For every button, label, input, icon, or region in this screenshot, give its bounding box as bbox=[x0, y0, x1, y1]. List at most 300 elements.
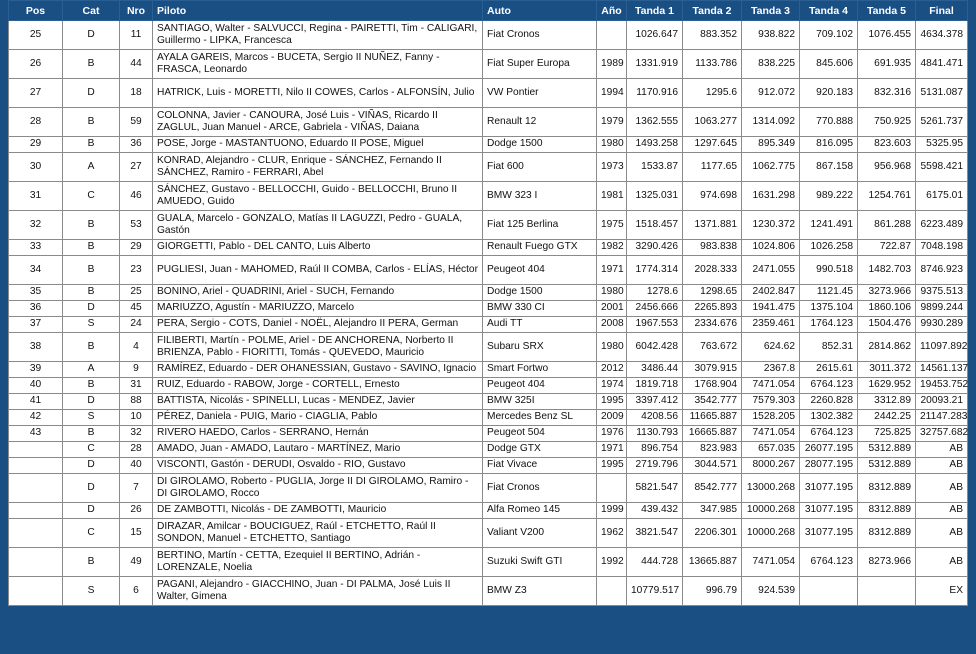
cell-tanda1: 4208.56 bbox=[627, 410, 683, 426]
cell-cat: B bbox=[63, 240, 120, 256]
cell-tanda4: 31077.195 bbox=[800, 519, 858, 548]
cell-pos: 36 bbox=[9, 301, 63, 317]
cell-pos bbox=[9, 458, 63, 474]
cell-pos bbox=[9, 474, 63, 503]
cell-nro: 88 bbox=[120, 394, 153, 410]
cell-nro: 15 bbox=[120, 519, 153, 548]
cell-pos bbox=[9, 442, 63, 458]
cell-tanda4: 1026.258 bbox=[800, 240, 858, 256]
cell-cat: D bbox=[63, 503, 120, 519]
cell-tanda2: 11665.887 bbox=[683, 410, 742, 426]
cell-tanda1: 3821.547 bbox=[627, 519, 683, 548]
cell-cat: D bbox=[63, 394, 120, 410]
cell-nro: 31 bbox=[120, 378, 153, 394]
table-row bbox=[9, 442, 968, 458]
cell-auto: Suzuki Swift GTI bbox=[483, 548, 597, 577]
cell-tanda2: 1063.277 bbox=[683, 108, 742, 137]
cell-tanda4: 28077.195 bbox=[800, 458, 858, 474]
cell-tanda2: 2334.676 bbox=[683, 317, 742, 333]
cell-pos bbox=[9, 519, 63, 548]
cell-piloto: BONINO, Ariel - QUADRINI, Ariel - SUCH, Fernando bbox=[153, 285, 483, 301]
cell-piloto: RUIZ, Eduardo - RABOW, Jorge - CORTELL, Ernesto bbox=[153, 378, 483, 394]
cell-tanda5: 750.925 bbox=[858, 108, 916, 137]
cell-cat: D bbox=[63, 458, 120, 474]
cell-nro: 7 bbox=[120, 474, 153, 503]
cell-tanda3: 912.072 bbox=[742, 79, 800, 108]
cell-tanda3: 1024.806 bbox=[742, 240, 800, 256]
cell-tanda2: 1295.6 bbox=[683, 79, 742, 108]
cell-tanda3: 1230.372 bbox=[742, 211, 800, 240]
cell-anio: 1989 bbox=[597, 50, 627, 79]
col-header-tanda1: Tanda 1 bbox=[627, 1, 683, 21]
col-header-tanda2: Tanda 2 bbox=[683, 1, 742, 21]
cell-tanda3: 7579.303 bbox=[742, 394, 800, 410]
cell-cat: B bbox=[63, 211, 120, 240]
cell-piloto: KONRAD, Alejandro - CLUR, Enrique - SÁNCHEZ, Fernando II SÁNCHEZ, Ramiro - FERRARI, Abel bbox=[153, 153, 483, 182]
cell-anio: 1995 bbox=[597, 458, 627, 474]
col-header-tanda3: Tanda 3 bbox=[742, 1, 800, 21]
cell-piloto: PUGLIESI, Juan - MAHOMED, Raúl II COMBA, Carlos - ELÍAS, Héctor bbox=[153, 256, 483, 285]
cell-final: 11097.892 bbox=[916, 333, 968, 362]
cell-cat: B bbox=[63, 285, 120, 301]
cell-cat: S bbox=[63, 317, 120, 333]
cell-tanda1: 444.728 bbox=[627, 548, 683, 577]
cell-pos: 26 bbox=[9, 50, 63, 79]
table-header bbox=[9, 1, 968, 21]
cell-pos: 30 bbox=[9, 153, 63, 182]
cell-tanda5: 956.968 bbox=[858, 153, 916, 182]
cell-pos: 29 bbox=[9, 137, 63, 153]
cell-tanda1: 1130.793 bbox=[627, 426, 683, 442]
cell-auto: BMW Z3 bbox=[483, 577, 597, 606]
cell-piloto: POSE, Jorge - MASTANTUONO, Eduardo II POSE, Miguel bbox=[153, 137, 483, 153]
cell-anio: 1962 bbox=[597, 519, 627, 548]
cell-tanda1: 3397.412 bbox=[627, 394, 683, 410]
cell-tanda5: 5312.889 bbox=[858, 442, 916, 458]
cell-tanda5: 2814.862 bbox=[858, 333, 916, 362]
cell-anio: 1994 bbox=[597, 79, 627, 108]
col-header-auto: Auto bbox=[483, 1, 597, 21]
cell-tanda3: 938.822 bbox=[742, 21, 800, 50]
cell-pos: 27 bbox=[9, 79, 63, 108]
cell-auto: BMW 325I bbox=[483, 394, 597, 410]
col-header-nro: Nro bbox=[120, 1, 153, 21]
results-table bbox=[8, 0, 968, 606]
cell-tanda3: 2359.461 bbox=[742, 317, 800, 333]
cell-final: 4841.471 bbox=[916, 50, 968, 79]
cell-tanda5: 1254.761 bbox=[858, 182, 916, 211]
cell-auto: Fiat Super Europa bbox=[483, 50, 597, 79]
cell-final: 20093.21 bbox=[916, 394, 968, 410]
cell-pos: 42 bbox=[9, 410, 63, 426]
cell-anio: 1992 bbox=[597, 548, 627, 577]
cell-pos bbox=[9, 548, 63, 577]
cell-anio: 1975 bbox=[597, 211, 627, 240]
cell-tanda2: 983.838 bbox=[683, 240, 742, 256]
cell-pos: 40 bbox=[9, 378, 63, 394]
cell-final: 9899.244 bbox=[916, 301, 968, 317]
cell-cat: B bbox=[63, 108, 120, 137]
cell-tanda2: 1177.65 bbox=[683, 153, 742, 182]
cell-tanda1: 1026.647 bbox=[627, 21, 683, 50]
cell-tanda5: 8312.889 bbox=[858, 503, 916, 519]
cell-piloto: GIORGETTI, Pablo - DEL CANTO, Luis Alberto bbox=[153, 240, 483, 256]
cell-cat: D bbox=[63, 21, 120, 50]
cell-final: EX bbox=[916, 577, 968, 606]
header-row bbox=[9, 1, 968, 21]
cell-pos: 25 bbox=[9, 21, 63, 50]
cell-piloto: DI GIROLAMO, Roberto - PUGLIA, Jorge II DI GIROLAMO, Ramiro - DI GIROLAMO, Rocco bbox=[153, 474, 483, 503]
cell-tanda3: 838.225 bbox=[742, 50, 800, 79]
cell-auto: Fiat Cronos bbox=[483, 474, 597, 503]
cell-piloto: AYALA GAREIS, Marcos - BUCETA, Sergio II NUÑEZ, Fanny - FRASCA, Leonardo bbox=[153, 50, 483, 79]
table-body bbox=[9, 21, 968, 606]
cell-auto: Valiant V200 bbox=[483, 519, 597, 548]
table-row bbox=[9, 50, 968, 79]
col-header-pos: Pos bbox=[9, 1, 63, 21]
cell-nro: 9 bbox=[120, 362, 153, 378]
table-row bbox=[9, 153, 968, 182]
table-row bbox=[9, 474, 968, 503]
table-row bbox=[9, 577, 968, 606]
cell-tanda3: 7471.054 bbox=[742, 548, 800, 577]
cell-tanda5: 1504.476 bbox=[858, 317, 916, 333]
cell-cat: B bbox=[63, 50, 120, 79]
cell-pos: 37 bbox=[9, 317, 63, 333]
cell-tanda5: 3273.966 bbox=[858, 285, 916, 301]
cell-tanda4: 816.095 bbox=[800, 137, 858, 153]
cell-auto: Fiat Cronos bbox=[483, 21, 597, 50]
cell-auto: Renault 12 bbox=[483, 108, 597, 137]
cell-nro: 28 bbox=[120, 442, 153, 458]
cell-anio: 1974 bbox=[597, 378, 627, 394]
cell-tanda5: 691.935 bbox=[858, 50, 916, 79]
cell-cat: C bbox=[63, 519, 120, 548]
cell-tanda5: 832.316 bbox=[858, 79, 916, 108]
cell-cat: B bbox=[63, 256, 120, 285]
cell-piloto: PÉREZ, Daniela - PUIG, Mario - CIAGLIA, Pablo bbox=[153, 410, 483, 426]
cell-anio bbox=[597, 577, 627, 606]
cell-cat: B bbox=[63, 378, 120, 394]
cell-auto: Smart Fortwo bbox=[483, 362, 597, 378]
cell-auto: Fiat 125 Berlina bbox=[483, 211, 597, 240]
table-row bbox=[9, 301, 968, 317]
cell-cat: B bbox=[63, 426, 120, 442]
cell-piloto: BATTISTA, Nicolás - SPINELLI, Lucas - MENDEZ, Javier bbox=[153, 394, 483, 410]
cell-tanda3: 2471.055 bbox=[742, 256, 800, 285]
cell-nro: 25 bbox=[120, 285, 153, 301]
cell-cat: A bbox=[63, 153, 120, 182]
cell-auto: Peugeot 504 bbox=[483, 426, 597, 442]
cell-final: 4634.378 bbox=[916, 21, 968, 50]
cell-piloto: BERTINO, Martín - CETTA, Ezequiel II BERTINO, Adrián - LORENZALE, Noelia bbox=[153, 548, 483, 577]
cell-tanda5: 3312.89 bbox=[858, 394, 916, 410]
table-row bbox=[9, 362, 968, 378]
cell-anio bbox=[597, 21, 627, 50]
cell-cat: A bbox=[63, 362, 120, 378]
cell-anio: 1973 bbox=[597, 153, 627, 182]
cell-tanda4: 6764.123 bbox=[800, 426, 858, 442]
cell-nro: 10 bbox=[120, 410, 153, 426]
cell-nro: 45 bbox=[120, 301, 153, 317]
cell-tanda5: 5312.889 bbox=[858, 458, 916, 474]
cell-piloto: RAMÍREZ, Eduardo - DER OHANESSIAN, Gustavo - SAVINO, Ignacio bbox=[153, 362, 483, 378]
table-row bbox=[9, 503, 968, 519]
cell-tanda1: 1518.457 bbox=[627, 211, 683, 240]
cell-tanda4: 990.518 bbox=[800, 256, 858, 285]
cell-tanda2: 3542.777 bbox=[683, 394, 742, 410]
cell-tanda2: 16665.887 bbox=[683, 426, 742, 442]
cell-nro: 11 bbox=[120, 21, 153, 50]
table-row bbox=[9, 426, 968, 442]
cell-auto: Dodge GTX bbox=[483, 442, 597, 458]
cell-tanda3: 2367.8 bbox=[742, 362, 800, 378]
table-row bbox=[9, 21, 968, 50]
cell-cat: B bbox=[63, 333, 120, 362]
cell-auto: Fiat 600 bbox=[483, 153, 597, 182]
cell-piloto: MARIUZZO, Agustín - MARIUZZO, Marcelo bbox=[153, 301, 483, 317]
cell-pos: 32 bbox=[9, 211, 63, 240]
cell-tanda4: 852.31 bbox=[800, 333, 858, 362]
cell-tanda1: 1170.916 bbox=[627, 79, 683, 108]
cell-tanda5: 823.603 bbox=[858, 137, 916, 153]
col-header-tanda4: Tanda 4 bbox=[800, 1, 858, 21]
cell-tanda4: 920.183 bbox=[800, 79, 858, 108]
cell-final: 32757.682 bbox=[916, 426, 968, 442]
cell-pos: 39 bbox=[9, 362, 63, 378]
cell-tanda2: 1297.645 bbox=[683, 137, 742, 153]
cell-tanda3: 895.349 bbox=[742, 137, 800, 153]
table-row bbox=[9, 548, 968, 577]
cell-tanda3: 1631.298 bbox=[742, 182, 800, 211]
cell-nro: 46 bbox=[120, 182, 153, 211]
cell-auto: Peugeot 404 bbox=[483, 256, 597, 285]
cell-pos: 38 bbox=[9, 333, 63, 362]
cell-tanda3: 2402.847 bbox=[742, 285, 800, 301]
cell-tanda3: 7471.054 bbox=[742, 426, 800, 442]
cell-tanda2: 974.698 bbox=[683, 182, 742, 211]
cell-auto: Fiat Vivace bbox=[483, 458, 597, 474]
cell-piloto: SANTIAGO, Walter - SALVUCCI, Regina - PAIRETTI, Tim - CALIGARI, Guillermo - LIPKA, Francesca bbox=[153, 21, 483, 50]
cell-anio: 1981 bbox=[597, 182, 627, 211]
cell-tanda2: 883.352 bbox=[683, 21, 742, 50]
cell-cat: C bbox=[63, 442, 120, 458]
cell-auto: Dodge 1500 bbox=[483, 137, 597, 153]
cell-cat: D bbox=[63, 474, 120, 503]
cell-tanda4: 1764.123 bbox=[800, 317, 858, 333]
cell-tanda4: 31077.195 bbox=[800, 474, 858, 503]
table-row bbox=[9, 240, 968, 256]
cell-tanda5: 1482.703 bbox=[858, 256, 916, 285]
cell-tanda5: 1076.455 bbox=[858, 21, 916, 50]
col-header-final: Final bbox=[916, 1, 968, 21]
cell-tanda2: 1298.65 bbox=[683, 285, 742, 301]
cell-anio: 1976 bbox=[597, 426, 627, 442]
cell-tanda4 bbox=[800, 577, 858, 606]
cell-tanda4: 2615.61 bbox=[800, 362, 858, 378]
cell-tanda3: 624.62 bbox=[742, 333, 800, 362]
cell-auto: Alfa Romeo 145 bbox=[483, 503, 597, 519]
cell-pos: 41 bbox=[9, 394, 63, 410]
cell-piloto: DE ZAMBOTTI, Nicolás - DE ZAMBOTTI, Mauricio bbox=[153, 503, 483, 519]
cell-anio: 1979 bbox=[597, 108, 627, 137]
cell-tanda4: 6764.123 bbox=[800, 378, 858, 394]
cell-nro: 29 bbox=[120, 240, 153, 256]
cell-tanda1: 1325.031 bbox=[627, 182, 683, 211]
table-row bbox=[9, 182, 968, 211]
cell-pos: 35 bbox=[9, 285, 63, 301]
cell-nro: 44 bbox=[120, 50, 153, 79]
cell-nro: 53 bbox=[120, 211, 153, 240]
cell-nro: 40 bbox=[120, 458, 153, 474]
cell-tanda4: 770.888 bbox=[800, 108, 858, 137]
cell-tanda3: 1941.475 bbox=[742, 301, 800, 317]
cell-final: 8746.923 bbox=[916, 256, 968, 285]
cell-tanda1: 5821.547 bbox=[627, 474, 683, 503]
table-row bbox=[9, 285, 968, 301]
cell-tanda3: 1314.092 bbox=[742, 108, 800, 137]
cell-tanda1: 6042.428 bbox=[627, 333, 683, 362]
cell-nro: 23 bbox=[120, 256, 153, 285]
cell-nro: 49 bbox=[120, 548, 153, 577]
cell-nro: 36 bbox=[120, 137, 153, 153]
cell-piloto: AMADO, Juan - AMADO, Lautaro - MARTÍNEZ, Mario bbox=[153, 442, 483, 458]
cell-anio: 1980 bbox=[597, 285, 627, 301]
cell-anio: 2009 bbox=[597, 410, 627, 426]
cell-final: 9930.289 bbox=[916, 317, 968, 333]
table-row bbox=[9, 137, 968, 153]
cell-tanda2: 2028.333 bbox=[683, 256, 742, 285]
cell-auto: BMW 323 I bbox=[483, 182, 597, 211]
cell-final: 7048.198 bbox=[916, 240, 968, 256]
cell-anio: 1971 bbox=[597, 256, 627, 285]
cell-final: 21147.283 bbox=[916, 410, 968, 426]
cell-tanda4: 989.222 bbox=[800, 182, 858, 211]
cell-tanda5: 722.87 bbox=[858, 240, 916, 256]
cell-anio: 1995 bbox=[597, 394, 627, 410]
cell-tanda2: 1768.904 bbox=[683, 378, 742, 394]
cell-auto: Audi TT bbox=[483, 317, 597, 333]
cell-auto: VW Pontier bbox=[483, 79, 597, 108]
cell-tanda4: 1375.104 bbox=[800, 301, 858, 317]
cell-cat: C bbox=[63, 182, 120, 211]
cell-cat: D bbox=[63, 79, 120, 108]
cell-tanda1: 439.432 bbox=[627, 503, 683, 519]
cell-tanda5: 8312.889 bbox=[858, 519, 916, 548]
cell-cat: B bbox=[63, 548, 120, 577]
cell-tanda1: 1493.258 bbox=[627, 137, 683, 153]
cell-pos: 31 bbox=[9, 182, 63, 211]
cell-tanda1: 896.754 bbox=[627, 442, 683, 458]
cell-anio: 1980 bbox=[597, 137, 627, 153]
cell-pos bbox=[9, 503, 63, 519]
cell-tanda4: 31077.195 bbox=[800, 503, 858, 519]
cell-tanda1: 3290.426 bbox=[627, 240, 683, 256]
table-row bbox=[9, 410, 968, 426]
cell-tanda1: 2719.796 bbox=[627, 458, 683, 474]
cell-tanda4: 6764.123 bbox=[800, 548, 858, 577]
cell-piloto: FILIBERTI, Martín - POLME, Ariel - DE ANCHORENA, Norberto II BRIENZA, Pablo - FIORITTI, Tomás - QUEVEDO, Mauricio bbox=[153, 333, 483, 362]
cell-tanda4: 845.606 bbox=[800, 50, 858, 79]
cell-final: 19453.752 bbox=[916, 378, 968, 394]
cell-tanda3: 8000.267 bbox=[742, 458, 800, 474]
table-row bbox=[9, 519, 968, 548]
cell-piloto: RIVERO HAEDO, Carlos - SERRANO, Hernán bbox=[153, 426, 483, 442]
table-row bbox=[9, 317, 968, 333]
cell-pos: 34 bbox=[9, 256, 63, 285]
cell-anio: 2012 bbox=[597, 362, 627, 378]
cell-anio: 1999 bbox=[597, 503, 627, 519]
cell-pos: 28 bbox=[9, 108, 63, 137]
cell-tanda3: 13000.268 bbox=[742, 474, 800, 503]
cell-tanda2: 347.985 bbox=[683, 503, 742, 519]
cell-tanda5 bbox=[858, 577, 916, 606]
col-header-tanda5: Tanda 5 bbox=[858, 1, 916, 21]
cell-tanda3: 10000.268 bbox=[742, 503, 800, 519]
cell-final: AB bbox=[916, 548, 968, 577]
cell-tanda1: 1278.6 bbox=[627, 285, 683, 301]
cell-auto: Subaru SRX bbox=[483, 333, 597, 362]
cell-tanda1: 3486.44 bbox=[627, 362, 683, 378]
cell-tanda1: 1533.87 bbox=[627, 153, 683, 182]
table-row bbox=[9, 79, 968, 108]
cell-tanda3: 924.539 bbox=[742, 577, 800, 606]
cell-tanda1: 2456.666 bbox=[627, 301, 683, 317]
cell-piloto: PERA, Sergio - COTS, Daniel - NOËL, Alejandro II PERA, German bbox=[153, 317, 483, 333]
cell-piloto: HATRICK, Luis - MORETTI, Nilo II COWES, Carlos - ALFONSÍN, Julio bbox=[153, 79, 483, 108]
cell-tanda4: 2260.828 bbox=[800, 394, 858, 410]
cell-tanda2: 8542.777 bbox=[683, 474, 742, 503]
col-header-cat: Cat bbox=[63, 1, 120, 21]
cell-nro: 26 bbox=[120, 503, 153, 519]
cell-final: AB bbox=[916, 442, 968, 458]
cell-tanda2: 996.79 bbox=[683, 577, 742, 606]
cell-piloto: COLONNA, Javier - CANOURA, José Luis - VIÑAS, Ricardo II ZAGLUL, Juan Manuel - ARCE, Gabriela - VIÑAS, Daiana bbox=[153, 108, 483, 137]
cell-tanda1: 1819.718 bbox=[627, 378, 683, 394]
cell-tanda4: 1241.491 bbox=[800, 211, 858, 240]
cell-pos bbox=[9, 577, 63, 606]
table-row bbox=[9, 378, 968, 394]
cell-tanda5: 3011.372 bbox=[858, 362, 916, 378]
cell-tanda1: 1774.314 bbox=[627, 256, 683, 285]
cell-piloto: VISCONTI, Gastón - DERUDI, Osvaldo - RIO, Gustavo bbox=[153, 458, 483, 474]
cell-cat: D bbox=[63, 301, 120, 317]
cell-final: AB bbox=[916, 458, 968, 474]
cell-nro: 6 bbox=[120, 577, 153, 606]
cell-final: AB bbox=[916, 474, 968, 503]
cell-final: 5131.087 bbox=[916, 79, 968, 108]
cell-cat: B bbox=[63, 137, 120, 153]
cell-final: 5261.737 bbox=[916, 108, 968, 137]
col-header-anio: Año bbox=[597, 1, 627, 21]
cell-final: AB bbox=[916, 519, 968, 548]
cell-tanda3: 7471.054 bbox=[742, 378, 800, 394]
table-row bbox=[9, 108, 968, 137]
cell-tanda3: 1528.205 bbox=[742, 410, 800, 426]
cell-anio bbox=[597, 474, 627, 503]
cell-nro: 18 bbox=[120, 79, 153, 108]
cell-auto: Dodge 1500 bbox=[483, 285, 597, 301]
cell-anio: 2001 bbox=[597, 301, 627, 317]
cell-auto: Peugeot 404 bbox=[483, 378, 597, 394]
cell-tanda4: 867.158 bbox=[800, 153, 858, 182]
cell-final: 14561.137 bbox=[916, 362, 968, 378]
cell-auto: Renault Fuego GTX bbox=[483, 240, 597, 256]
cell-pos: 43 bbox=[9, 426, 63, 442]
cell-tanda3: 10000.268 bbox=[742, 519, 800, 548]
cell-tanda4: 709.102 bbox=[800, 21, 858, 50]
cell-final: 9375.513 bbox=[916, 285, 968, 301]
